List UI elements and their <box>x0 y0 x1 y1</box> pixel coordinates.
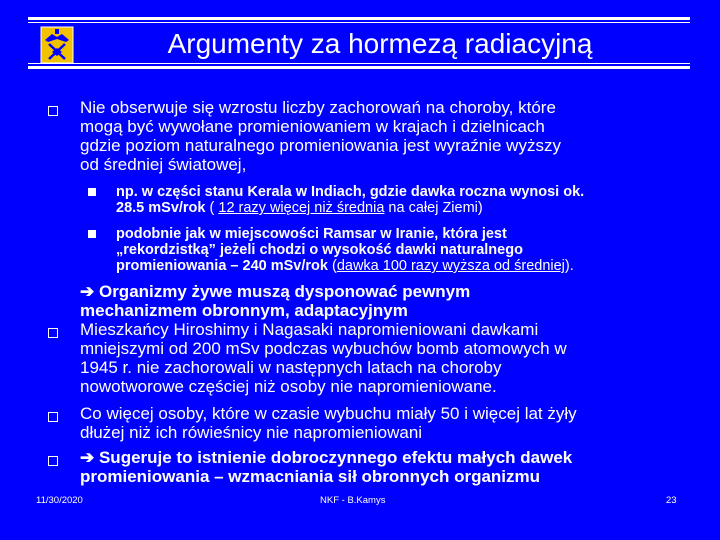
filled-square-bullet-icon <box>88 188 96 196</box>
arrow-right-icon: ➔ <box>80 448 95 467</box>
bullet-3-text: Co więcej osoby, które w czasie wybuchu miały 50 i więcej lat żyły dłużej niż ich rówieśnicy nie napromieniowani <box>80 404 577 442</box>
footer-page-number: 23 <box>666 495 677 506</box>
hollow-square-bullet-icon <box>48 106 58 116</box>
footer-date: 11/30/2020 <box>36 495 83 506</box>
conclusion-1: ➔ Organizmy żywe muszą dysponować pewnym mechanizmem obronnym, adaptacyjnym <box>80 282 471 320</box>
hollow-square-bullet-icon <box>48 456 58 466</box>
sub-bullet-1-text: np. w części stanu Kerala w Indiach, gdzie dawka roczna wynosi ok. 28.5 mSv/rok ( 12 razy więcej niż średnia na całej Ziemi) <box>116 184 585 216</box>
slide-title: Argumenty za hormezą radiacyjną <box>167 28 593 59</box>
bullet-4-text: ➔ Sugeruje to istnienie dobroczynnego efektu małych dawek promieniowania – wzmacniania sił obronnych organizmu <box>80 448 573 486</box>
arrow-right-icon: ➔ <box>80 282 95 301</box>
footer-author: NKF - B.Kamys <box>320 495 386 506</box>
bullet-1-text: Nie obserwuje się wzrostu liczby zachorowań na choroby, które mogą być wywołane promieniowaniem w krajach i dzielnicach gdzie poziom naturalnego promieniowania jest wyraźnie wyższy od średniej światowej, <box>80 98 561 174</box>
sub-bullet-2-text: podobnie jak w miejscowości Ramsar w Iranie, która jest „rekordzistką” jeżeli chodzi o wysokość dawki naturalnego promieniowania – 240 mSv/rok (dawka 100 razy wyższa od średniej). <box>116 226 574 274</box>
hollow-square-bullet-icon <box>48 328 58 338</box>
hollow-square-bullet-icon <box>48 412 58 422</box>
filled-square-bullet-icon <box>88 230 96 238</box>
bullet-2-text: Mieszkańcy Hiroshimy i Nagasaki napromieniowani dawkami mniejszymi od 200 mSv podczas wybuchów bomb atomowych w 1945 r. nie zachorowali w następnych latach na choroby nowotworowe częściej niż osoby nie napromieniowane. <box>80 320 567 396</box>
